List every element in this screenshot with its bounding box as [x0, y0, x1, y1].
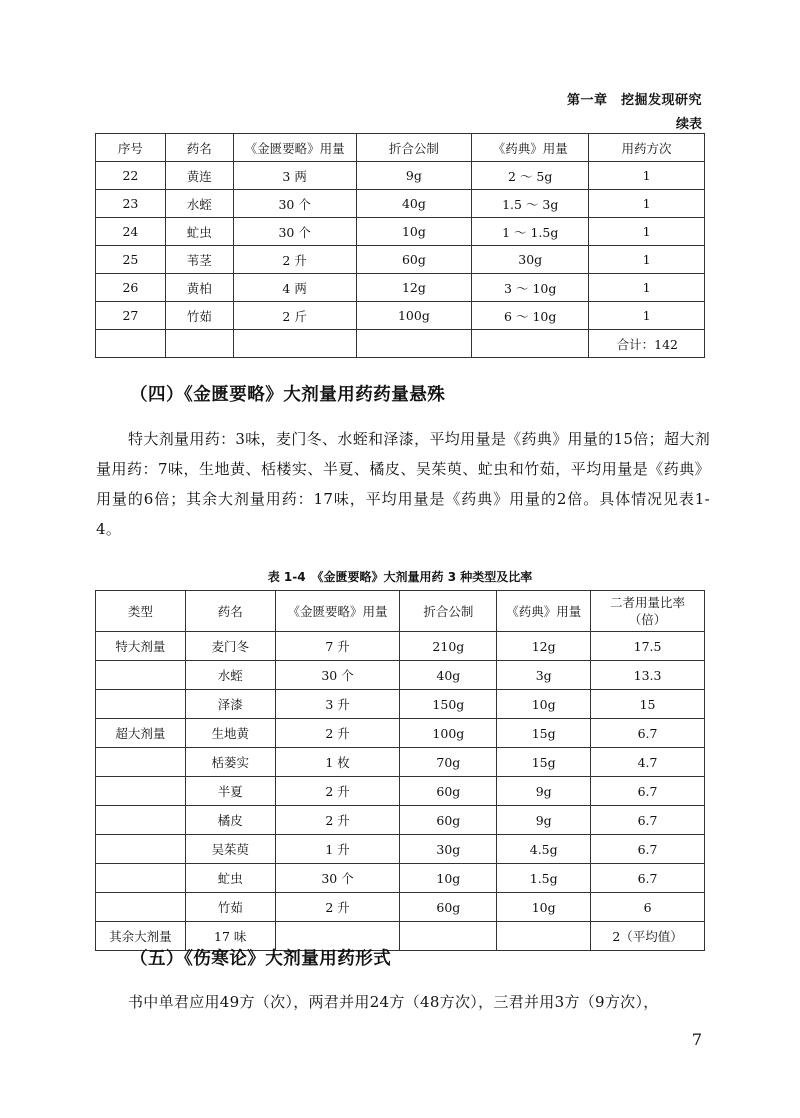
- table-cell: 6.7: [591, 806, 705, 835]
- table-row: [96, 748, 705, 777]
- table-cell: 100g: [400, 719, 497, 748]
- table-cell: [96, 777, 186, 806]
- column-header: 药名: [185, 591, 275, 632]
- column-header: 类型: [96, 591, 186, 632]
- table-row: [96, 690, 705, 719]
- table-cell: 30g: [472, 246, 589, 274]
- table-cell: 30 个: [275, 864, 400, 893]
- table-cell: 30 个: [275, 661, 400, 690]
- table-row: [96, 162, 705, 190]
- table-cell: 2 升: [233, 246, 356, 274]
- table-cell: 9g: [497, 806, 591, 835]
- table-row: [96, 777, 705, 806]
- table-cell: 9g: [356, 162, 472, 190]
- table-cell: 水蛭: [185, 661, 275, 690]
- table-row: [96, 661, 705, 690]
- table-row: [96, 302, 705, 330]
- table-cell: 栝蒌实: [185, 748, 275, 777]
- table-cell: 3 升: [275, 690, 400, 719]
- table-cell: 1: [589, 302, 705, 330]
- table-cell: 橘皮: [185, 806, 275, 835]
- column-header: 折合公制: [356, 134, 472, 162]
- table-cell: 半夏: [185, 777, 275, 806]
- running-head: 第一章 挖掘发现研究: [566, 93, 702, 108]
- table-cell: 3 ～ 10g: [472, 274, 589, 302]
- table-cell: 15g: [497, 719, 591, 748]
- continued-label: 续表: [675, 117, 702, 132]
- table-header-row: [96, 591, 705, 632]
- table-cell: 15g: [497, 748, 591, 777]
- table-cell: 30g: [400, 835, 497, 864]
- table-cell: [96, 748, 186, 777]
- table-cell: 黄柏: [165, 274, 233, 302]
- table-cell: 27: [96, 302, 166, 330]
- table-cell: 1 枚: [275, 748, 400, 777]
- table-cell: 2（平均值）: [591, 922, 705, 951]
- table-cell: 1 升: [275, 835, 400, 864]
- table-cell: 13.3: [591, 661, 705, 690]
- table-cell: 6.7: [591, 864, 705, 893]
- table-cell: 4.5g: [497, 835, 591, 864]
- section-heading-5: （五）《伤寒论》大剂量用药形式: [130, 949, 392, 969]
- table-row: [96, 190, 705, 218]
- table-cell: 60g: [356, 246, 472, 274]
- table-cell: [400, 922, 497, 951]
- table-cell: 30 个: [233, 190, 356, 218]
- table-cell: 6.7: [591, 777, 705, 806]
- table-cell: 2 升: [275, 777, 400, 806]
- dosage-table-continued: [95, 133, 705, 358]
- table-cell: 虻虫: [185, 864, 275, 893]
- column-header: 《药典》用量: [497, 591, 591, 632]
- table-cell: 7 升: [275, 632, 400, 661]
- table-cell: 4.7: [591, 748, 705, 777]
- table-cell: 100g: [356, 302, 472, 330]
- table-cell: 25: [96, 246, 166, 274]
- column-header: [591, 591, 705, 632]
- table-row: [96, 893, 705, 922]
- table-cell: 17.5: [591, 632, 705, 661]
- table-cell: 60g: [400, 806, 497, 835]
- table-cell: 虻虫: [165, 218, 233, 246]
- table-cell: 10g: [356, 218, 472, 246]
- table-cell: 竹茹: [165, 302, 233, 330]
- table-row: [96, 835, 705, 864]
- table-cell: 9g: [497, 777, 591, 806]
- table-cell: 23: [96, 190, 166, 218]
- table-cell: [165, 330, 233, 358]
- table-cell: 泽漆: [185, 690, 275, 719]
- table-row: [96, 632, 705, 661]
- table-cell: 1: [589, 190, 705, 218]
- table-cell: 1: [589, 246, 705, 274]
- table-cell: [497, 922, 591, 951]
- table-cell: 4 两: [233, 274, 356, 302]
- table-row: [96, 218, 705, 246]
- table-cell: 30 个: [233, 218, 356, 246]
- table-cell: 麦门冬: [185, 632, 275, 661]
- column-header: 折合公制: [400, 591, 497, 632]
- table-cell: 超大剂量: [96, 719, 186, 748]
- table-cell: 1: [589, 274, 705, 302]
- table-cell: 3 两: [233, 162, 356, 190]
- page-number: 7: [691, 1030, 702, 1049]
- dosage-type-table: [95, 590, 705, 951]
- table-cell: 40g: [356, 190, 472, 218]
- table-cell: 1: [589, 162, 705, 190]
- table-cell: 2 ～ 5g: [472, 162, 589, 190]
- table-cell: [96, 864, 186, 893]
- table-cell: 竹茹: [185, 893, 275, 922]
- table-cell: 12g: [497, 632, 591, 661]
- table-cell: 6.7: [591, 835, 705, 864]
- table-cell: 特大剂量: [96, 632, 186, 661]
- table-cell: [96, 690, 186, 719]
- table-cell: 6.7: [591, 719, 705, 748]
- table-cell: 22: [96, 162, 166, 190]
- table-cell: 苇茎: [165, 246, 233, 274]
- column-header: 《药典》用量: [472, 134, 589, 162]
- table-cell: 2 升: [275, 893, 400, 922]
- table-cell: [233, 330, 356, 358]
- table-cell: [96, 661, 186, 690]
- table-cell: [472, 330, 589, 358]
- table-row: [96, 864, 705, 893]
- table-cell: 10g: [497, 893, 591, 922]
- column-header: 《金匮要略》用量: [233, 134, 356, 162]
- table-cell: 1 ～ 1.5g: [472, 218, 589, 246]
- table-cell: 210g: [400, 632, 497, 661]
- table-cell: 其余大剂量: [96, 922, 186, 951]
- table-cell: 1.5 ～ 3g: [472, 190, 589, 218]
- table-cell: 1: [589, 218, 705, 246]
- table-row: [96, 246, 705, 274]
- table-cell: 3g: [497, 661, 591, 690]
- table-cell: 水蛭: [165, 190, 233, 218]
- table-cell: 2 斤: [233, 302, 356, 330]
- table-cell: 17 味: [185, 922, 275, 951]
- column-header-line: 二者用量比率: [610, 595, 686, 610]
- table-cell: 2 升: [275, 719, 400, 748]
- table-cell: 2 升: [275, 806, 400, 835]
- table-cell: 6 ～ 10g: [472, 302, 589, 330]
- table-cell: [96, 893, 186, 922]
- table-caption: 表 1-4 《金匮要略》大剂量用药 3 种类型及比率: [267, 570, 533, 584]
- table-cell: 1.5g: [497, 864, 591, 893]
- table-cell: 生地黄: [185, 719, 275, 748]
- table-total-row: [96, 330, 705, 358]
- table-cell: [356, 330, 472, 358]
- table-cell: 26: [96, 274, 166, 302]
- section-heading-4: （四）《金匮要略》大剂量用药药量悬殊: [130, 385, 446, 405]
- column-header: 序号: [96, 134, 166, 162]
- table-row: [96, 274, 705, 302]
- table-cell: 黄连: [165, 162, 233, 190]
- table-cell: 15: [591, 690, 705, 719]
- table-cell: 吴茱萸: [185, 835, 275, 864]
- table-cell: [96, 835, 186, 864]
- column-header: 《金匮要略》用量: [275, 591, 400, 632]
- table-header-row: [96, 134, 705, 162]
- table-cell: 24: [96, 218, 166, 246]
- column-header: 药名: [165, 134, 233, 162]
- table-row: [96, 806, 705, 835]
- table-cell: 10g: [497, 690, 591, 719]
- table-cell: 60g: [400, 893, 497, 922]
- table-cell: 6: [591, 893, 705, 922]
- table-row: [96, 719, 705, 748]
- table-cell: 40g: [400, 661, 497, 690]
- table-cell: 10g: [400, 864, 497, 893]
- section-4-paragraph: 特大剂量用药：3味，麦门冬、水蛭和泽漆，平均用量是《药典》用量的15倍；超大剂量用药：7味，生地黄、栝楼实、半夏、橘皮、吴茱萸、虻虫和竹茹，平均用量是《药典》用量的6倍；其余大剂量用药：17味，平均用量是《药典》用量的2倍。具体情况见表1-4。: [96, 430, 710, 538]
- table-cell: 150g: [400, 690, 497, 719]
- table-cell: 70g: [400, 748, 497, 777]
- table-cell: [96, 330, 166, 358]
- table-cell: 12g: [356, 274, 472, 302]
- column-header-line: （倍）: [628, 612, 667, 627]
- section-5-paragraph: 书中单君应用49方（次），两君并用24方（48方次），三君并用3方（9方次），: [128, 993, 659, 1011]
- table-cell: [96, 806, 186, 835]
- total-cell: 合计：142: [589, 330, 705, 358]
- column-header: 用药方次: [589, 134, 705, 162]
- table-cell: 60g: [400, 777, 497, 806]
